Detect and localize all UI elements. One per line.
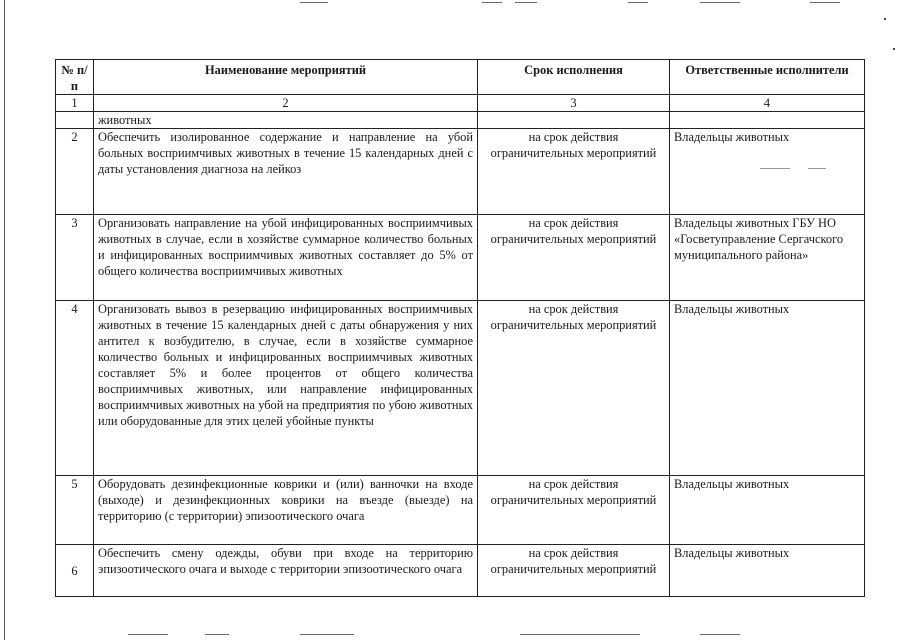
table-row (56, 129, 865, 215)
scan-artifact-top-2 (482, 2, 502, 3)
column-index-2: 2 (94, 95, 478, 112)
header-name: Наименование мероприятий (94, 60, 478, 95)
scan-artifact-top-6 (810, 2, 840, 3)
table-row-continuation (56, 112, 865, 129)
row-num: 4 (56, 301, 94, 476)
row-term: на срок действия ограничительных мероприятий (478, 545, 670, 597)
row-term: на срок действия ограничительных мероприятий (478, 129, 670, 215)
row-name: Оборудовать дезинфекционные коврики и (или) ванночки на входе (выходе) и дезинфекционных коврики на въезде (выезде) на территорию (с территории) эпизоотического очага (94, 476, 478, 545)
table-row (56, 301, 865, 476)
page-scan-edge (4, 0, 5, 640)
header-term: Срок исполнения (478, 60, 670, 95)
row-resp: Владельцы животных (670, 129, 865, 215)
scan-artifact-bottom-1 (128, 634, 168, 635)
row-term: на срок действия ограничительных мероприятий (478, 301, 670, 476)
scan-artifact-bottom-2 (205, 634, 229, 635)
row-term: на срок действия ограничительных мероприятий (478, 215, 670, 301)
row-resp (670, 112, 865, 129)
row-name: Организовать направление на убой инфицированных восприимчивых животных в случае, если в хозяйстве суммарное количество больных и инфицированных восприимчивых животных составляет до 5% от общего количества восприимчивых животных (94, 215, 478, 301)
row-term: на срок действия ограничительных мероприятий (478, 476, 670, 545)
row-resp: Владельцы животных (670, 545, 865, 597)
column-index-4: 4 (670, 95, 865, 112)
header-num: № п/п (56, 60, 94, 95)
table-row (56, 476, 865, 545)
column-index-1: 1 (56, 95, 94, 112)
row-num: 3 (56, 215, 94, 301)
row-num: 6 (56, 545, 94, 597)
row-num: 5 (56, 476, 94, 545)
scan-artifact-bottom-3 (300, 634, 354, 635)
column-index-row (56, 95, 865, 112)
row-name: Обеспечить изолированное содержание и направление на убой больных восприимчивых животных в течение 15 календарных дней с даты установления диагноза на лейкоз (94, 129, 478, 215)
row-resp: Владельцы животных (670, 476, 865, 545)
table-row (56, 215, 865, 301)
row-num: 2 (56, 129, 94, 215)
row-term (478, 112, 670, 129)
row-name: Организовать вывоз в резервацию инфицированных восприимчивых животных в течение 15 календарных дней с даты обнаружения у них антител к возбудителю, в случае, если в хозяйстве суммарное количество больных и инфицированных восприимчивых животных составляет 5% и более процентов от общего количества восприимчивых животных, или направление инфицированных восприимчивых животных на убой на предприятия по убою животных или оборудованные для этих целей убойные пункты (94, 301, 478, 476)
row-name: Обеспечить смену одежды, обуви при входе на территорию эпизоотического очага и выходе с территории эпизоотического очага (94, 545, 478, 597)
scan-artifact-top-1 (300, 2, 328, 3)
scan-artifact-top-4 (628, 2, 648, 3)
scan-artifact-top-3 (515, 2, 537, 3)
row-num (56, 112, 94, 129)
table-header-row (56, 60, 865, 95)
scan-artifact-bottom-5 (700, 634, 740, 635)
column-index-3: 3 (478, 95, 670, 112)
scan-artifact-dot-1 (884, 18, 886, 20)
table-row (56, 545, 865, 597)
scan-artifact-top-5 (700, 2, 740, 3)
scan-artifact-dot-2 (893, 48, 895, 50)
scan-artifact-bottom-4 (520, 634, 640, 635)
header-resp: Ответственные исполнители (670, 60, 865, 95)
row-name: животных (94, 112, 478, 129)
measures-table (55, 59, 865, 597)
row-resp: Владельцы животных ГБУ НО «Госветуправление Сергачского муниципального района» (670, 215, 865, 301)
row-resp: Владельцы животных (670, 301, 865, 476)
